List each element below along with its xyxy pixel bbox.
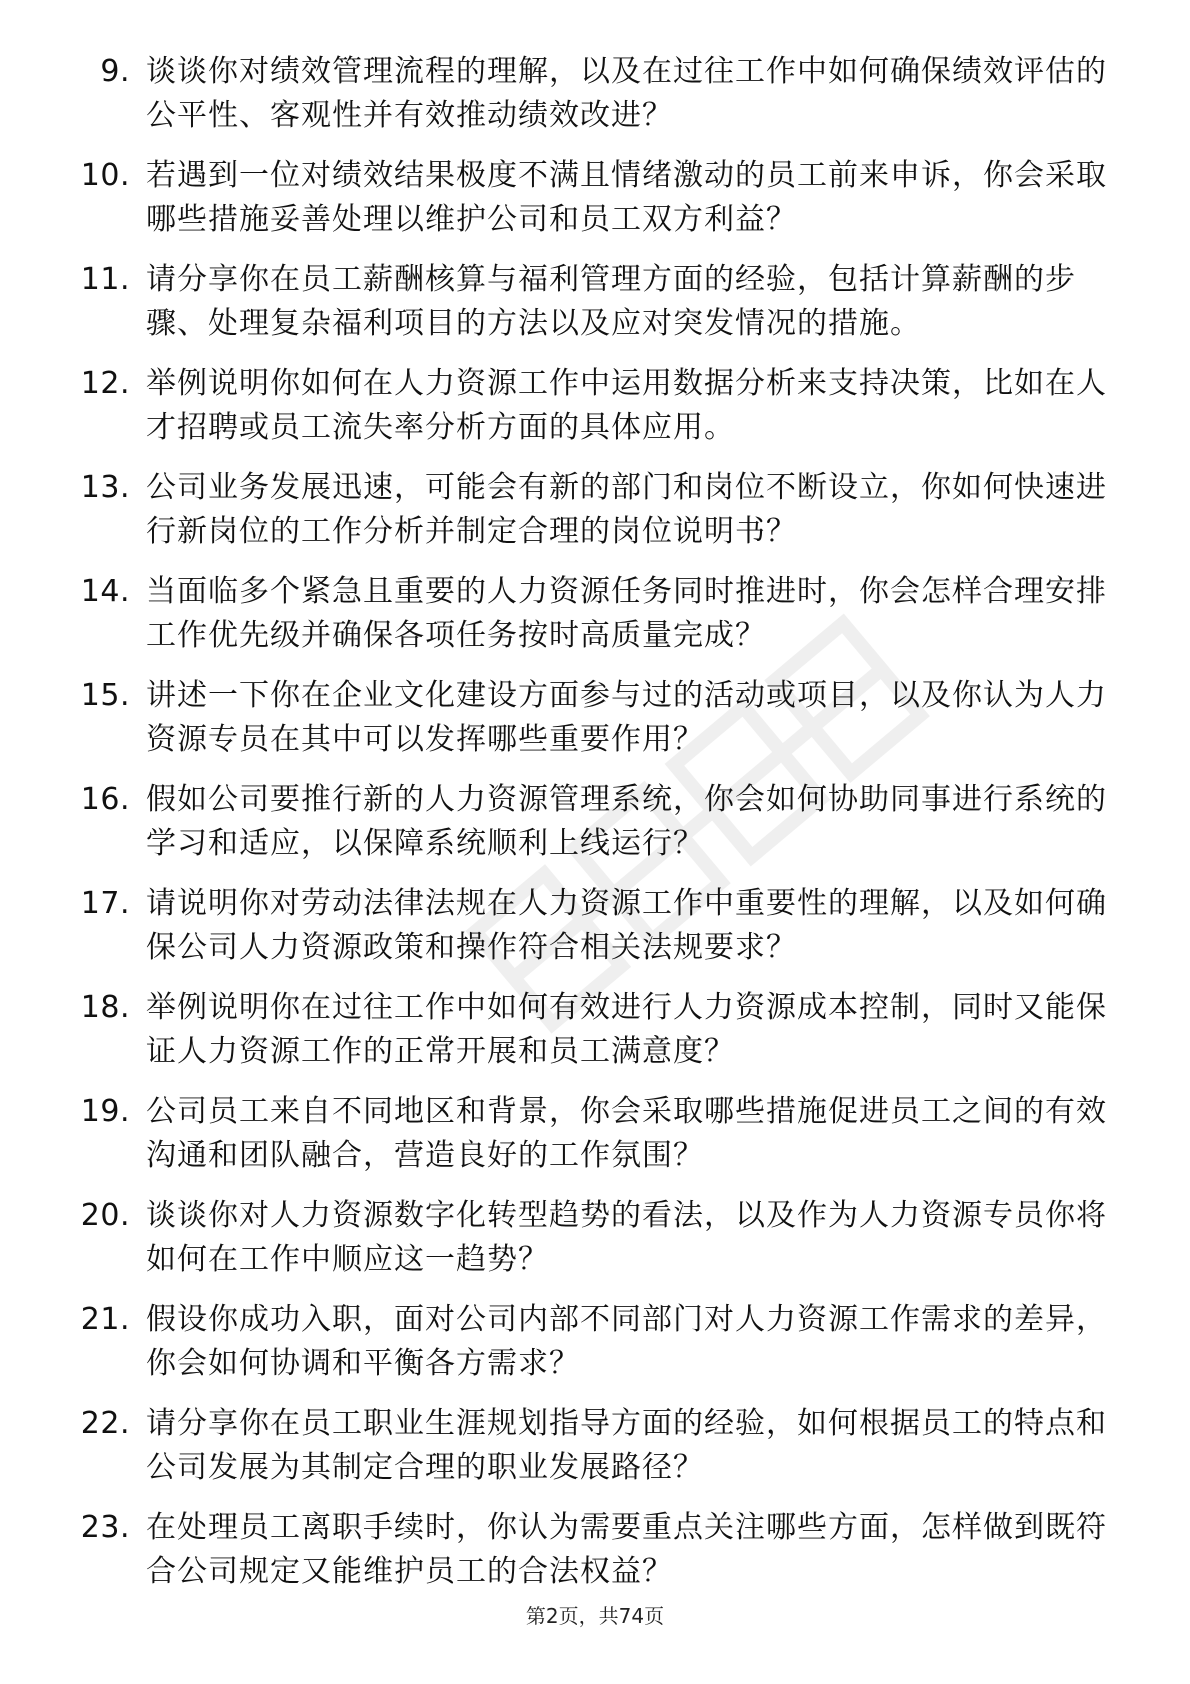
page-number-footer: 第2页，共74页 [525,1604,665,1628]
question-item [60,1194,1120,1298]
question-number: 9. [100,54,130,89]
question-item [60,1402,1120,1506]
question-text: 请分享你在员工薪酬核算与福利管理方面的经验，包括计算薪酬的步骤、处理复杂福利项目的方法以及应对突发情况的措施。 [146,262,1076,341]
question-number: 21. [80,1302,130,1337]
question-number: 17. [80,886,130,921]
question-item [60,674,1120,778]
question-text: 请说明你对劳动法律法规在人力资源工作中重要性的理解，以及如何确保公司人力资源政策和操作符合相关法规要求？ [146,886,1107,965]
question-item [60,1090,1120,1194]
question-text: 假如公司要推行新的人力资源管理系统，你会如何协助同事进行系统的学习和适应，以保障系统顺利上线运行？ [146,782,1107,861]
question-text: 举例说明你如何在人力资源工作中运用数据分析来支持决策，比如在人才招聘或员工流失率分析方面的具体应用。 [146,366,1107,445]
question-item [60,1506,1120,1610]
question-item [60,362,1120,466]
question-number: 11. [80,262,130,297]
question-text: 在处理员工离职手续时，你认为需要重点关注哪些方面，怎样做到既符合公司规定又能维护员工的合法权益？ [146,1510,1107,1589]
question-text: 谈谈你对绩效管理流程的理解，以及在过往工作中如何确保绩效评估的公平性、客观性并有效推动绩效改进？ [146,54,1107,133]
question-item [60,50,1120,154]
question-list [60,50,1120,1610]
question-number: 19. [80,1094,130,1129]
question-number: 20. [80,1198,130,1233]
question-number: 15. [80,678,130,713]
question-number: 16. [80,782,130,817]
question-number: 18. [80,990,130,1025]
question-item [60,570,1120,674]
question-item [60,882,1120,986]
question-number: 23. [80,1510,130,1545]
question-text: 公司员工来自不同地区和背景，你会采取哪些措施促进员工之间的有效沟通和团队融合，营造良好的工作氛围？ [146,1094,1107,1173]
question-text: 请分享你在员工职业生涯规划指导方面的经验，如何根据员工的特点和公司发展为其制定合理的职业发展路径？ [146,1406,1107,1485]
question-number: 22. [80,1406,130,1441]
question-item [60,1298,1120,1402]
question-number: 12. [80,366,130,401]
question-number: 10. [80,158,130,193]
question-text: 公司业务发展迅速，可能会有新的部门和岗位不断设立，你如何快速进行新岗位的工作分析并制定合理的岗位说明书？ [146,470,1107,549]
question-number: 13. [80,470,130,505]
question-text: 讲述一下你在企业文化建设方面参与过的活动或项目，以及你认为人力资源专员在其中可以发挥哪些重要作用？ [146,678,1107,757]
question-item [60,154,1120,258]
question-text: 假设你成功入职，面对公司内部不同部门对人力资源工作需求的差异，你会如何协调和平衡各方需求？ [146,1302,1107,1381]
question-item [60,986,1120,1090]
question-item [60,258,1120,362]
question-text: 谈谈你对人力资源数字化转型趋势的看法，以及作为人力资源专员你将如何在工作中顺应这一趋势？ [146,1198,1107,1277]
question-item [60,778,1120,882]
question-text: 举例说明你在过往工作中如何有效进行人力资源成本控制，同时又能保证人力资源工作的正常开展和员工满意度？ [146,990,1107,1069]
question-number: 14. [80,574,130,609]
question-text: 当面临多个紧急且重要的人力资源任务同时推进时，你会怎样合理安排工作优先级并确保各项任务按时高质量完成？ [146,574,1107,653]
question-text: 若遇到一位对绩效结果极度不满且情绪激动的员工前来申诉，你会采取哪些措施妥善处理以维护公司和员工双方利益？ [146,158,1107,237]
question-item [60,466,1120,570]
